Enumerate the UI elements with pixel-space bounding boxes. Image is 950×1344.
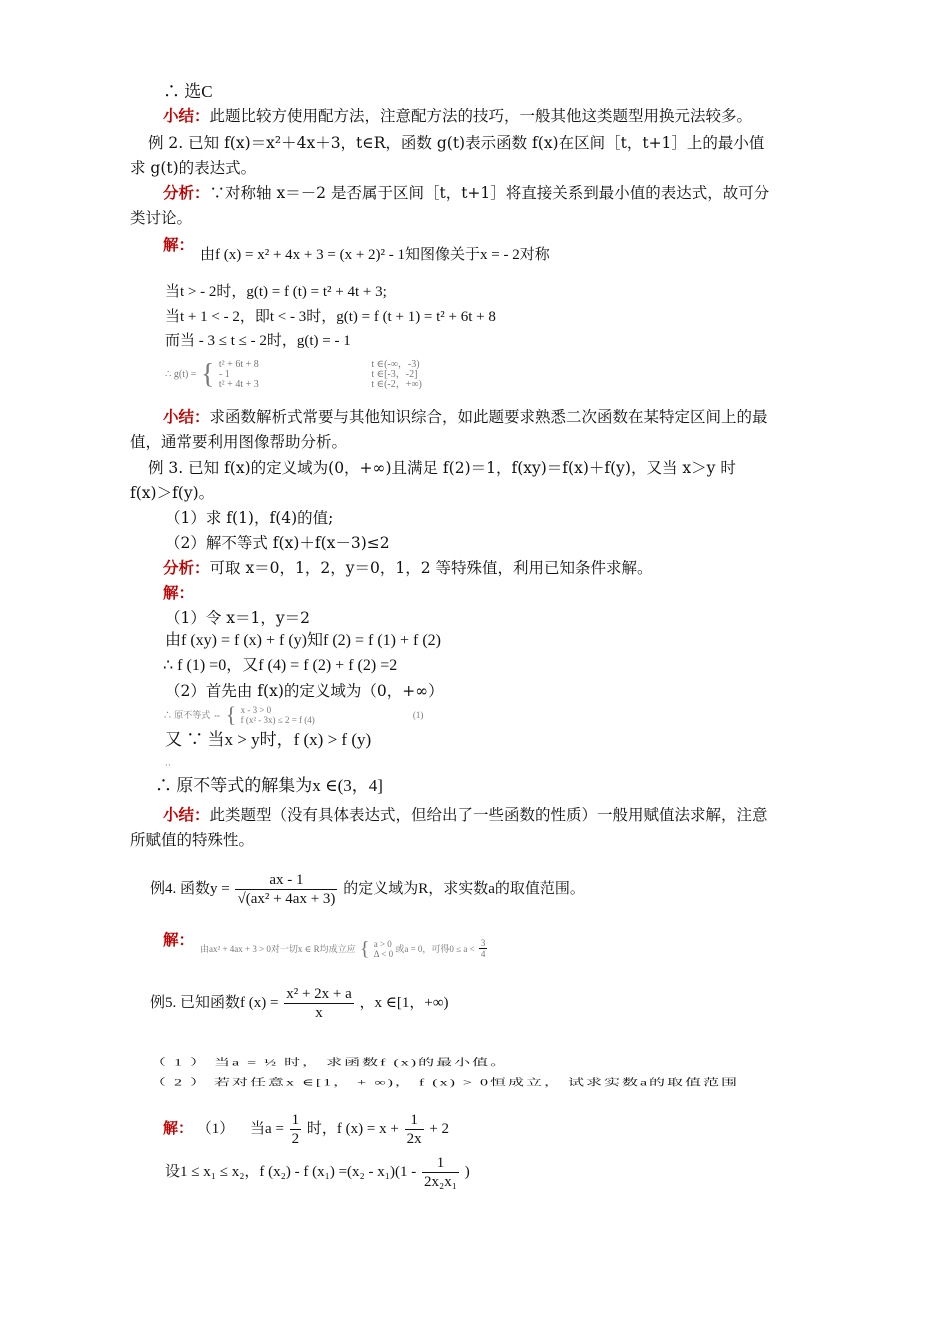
solution-3-system <box>163 704 423 726</box>
fraction-denominator: x <box>315 1005 323 1022</box>
example-5-part-1: （ 1 ） 当a = ½ 时， 求函数f (x)的最小值。 <box>150 1057 509 1068</box>
example-3-part-1: （1）求 f(1)，f(4)的值; <box>165 509 334 527</box>
conclusion-choose-c: ∴ 选C <box>163 82 213 101</box>
analysis-text: ∵对称轴 x＝－2 是否属于区间［t，t+1］将直接关系到最小值的表达式，故可分 <box>209 184 770 202</box>
solution-2-piecewise <box>165 360 422 390</box>
solution-4-fraction <box>479 938 488 959</box>
example-3-part-2: （2）解不等式 f(x)＋f(x－3)≤2 <box>165 534 390 552</box>
example-3-statement: 例 3. 已知 f(x)的定义域为(0，+∞)且满足 f(2)＝1，f(xy)＝f(x)＋f(y)，又当 x＞y 时 <box>148 459 736 477</box>
piecewise-range-1: t ∈(-∞，-3) <box>371 359 420 370</box>
analysis-label: 分析： <box>163 184 210 202</box>
example-4-fraction <box>235 871 337 908</box>
a-value-fraction <box>290 1111 302 1148</box>
fraction-denominator: 2x₂x₁ <box>424 1174 457 1191</box>
summary-label: 小结： <box>163 408 210 426</box>
piecewise-case-1: t² + 6t + 8 <box>218 359 259 370</box>
fraction-numerator: 1 <box>422 1154 459 1173</box>
solution-3-result: ∴ 原不等式的解集为x ∈(3，4] <box>155 776 383 795</box>
example-5-fraction <box>284 985 354 1022</box>
analysis-label: 分析： <box>163 559 210 577</box>
piecewise-lhs: ∴ g(t) = <box>165 369 197 380</box>
summary-label: 小结： <box>163 107 210 125</box>
fraction-numerator: 3 <box>480 938 486 948</box>
summary-1 <box>163 106 752 126</box>
solution-5-part-marker: （1） <box>196 1121 235 1137</box>
system-case-2: f (x² - 3x) ≤ 2 = f (4) <box>240 715 315 725</box>
solution-5-line-1 <box>163 1108 449 1149</box>
analysis-2-cont: 类讨论。 <box>130 209 193 227</box>
solution-4-line <box>200 938 489 959</box>
solution-5-cond-prefix: 当a = <box>250 1121 284 1137</box>
solution-2-case-1: 当t > - 2时，g(t) = f (t) = t² + 4t + 3; <box>165 284 387 300</box>
analysis-text: 可取 x＝0，1，2，y＝0，1，2 等特殊值，利用已知条件求解。 <box>209 559 653 577</box>
summary-text: 此题比较方使用配方法，注意配方法的技巧，一般其他这类题型用换元法较多。 <box>209 107 753 125</box>
fraction-numerator: 1 <box>405 1111 424 1130</box>
brace-symbol: { <box>200 359 215 390</box>
solution-3-step-1: （1）令 x＝1，y＝2 <box>165 609 311 627</box>
summary-text: 此类题型（没有具体表达式，但给出了一些函数的性质）一般用赋值法求解，注意 <box>209 806 768 824</box>
fraction-denominator: 2x <box>406 1131 422 1148</box>
fraction-numerator: 1 <box>291 1112 300 1129</box>
condition-2: Δ < 0 <box>373 948 394 959</box>
condition-1: a > 0 <box>373 938 392 949</box>
summary-2 <box>163 407 768 427</box>
solution-3-step-2: （2）首先由 f(x)的定义域为（0，+∞） <box>165 682 444 700</box>
solution-2-case-2: 当t + 1 < - 2，即t < - 3时，g(t) = f (t + 1) = t² + 6t + 8 <box>165 309 496 325</box>
system-case-1: x - 3 > 0 <box>240 705 272 715</box>
system-lhs: ∴ 原不等式 ⇔ <box>163 710 222 720</box>
example-4-suffix: 的定义域为R，求实数a的取值范围。 <box>343 881 585 897</box>
faint-mark: ·· <box>165 761 171 771</box>
fraction-numerator: x² + 2x + a <box>286 986 352 1003</box>
example-3-statement-cont: f(x)＞f(y)。 <box>130 484 215 502</box>
analysis-3 <box>163 558 653 578</box>
function-fraction <box>405 1111 424 1148</box>
brace-symbol: { <box>359 937 370 960</box>
example-2-statement-cont: 求 g(t)的表达式。 <box>130 159 257 177</box>
fraction-numerator: ax - 1 <box>235 871 337 890</box>
solution-2-case-3: 而当 - 3 ≤ t ≤ - 2时，g(t) = - 1 <box>165 333 351 349</box>
example-4-prefix: 例4. 函数y = <box>150 881 230 897</box>
solution-2-label <box>163 235 194 255</box>
solution-label: 解： <box>163 236 195 254</box>
solution-3-label <box>163 583 194 603</box>
summary-text: 求函数解析式常要与其他知识综合，如此题要求熟悉二次函数在某特定区间上的最 <box>209 408 768 426</box>
difference-fraction <box>422 1154 459 1191</box>
summary-3 <box>163 805 768 825</box>
example-5-prefix: 例5. 已知函数f (x) = <box>150 995 279 1011</box>
solution-4-label <box>163 930 194 950</box>
example-5-part-2: （ 2 ） 若对任意x ∈[1， + ∞)， f (x) > 0恒成立， 试求实数a的取值范围 <box>150 1077 740 1088</box>
solution-label: 解： <box>163 1119 194 1137</box>
example-5-statement <box>150 978 449 1028</box>
solution-3-eq-1: 由f (xy) = f (x) + f (y)知f (2) = f (1) + f (2) <box>165 632 442 649</box>
summary-label: 小结： <box>163 806 210 824</box>
piecewise-range-3: t ∈(-2，+∞) <box>371 379 422 390</box>
solution-3-eq-2: ∴ f (1) =0，又f (4) = f (2) + f (2) =2 <box>163 657 398 674</box>
fraction-denominator: 4 <box>480 949 486 959</box>
fraction-denominator: √(ax² + 4ax + 3) <box>237 891 336 908</box>
example-4-statement <box>150 864 585 914</box>
analysis-2 <box>163 183 769 203</box>
piecewise-case-3: t² + 4t + 3 <box>218 379 259 390</box>
example-5-suffix: ，x ∈[1，+∞) <box>359 995 449 1011</box>
difference-suffix: ) <box>464 1164 470 1180</box>
summary-2-cont: 值，通常要利用图像帮助分析。 <box>130 433 348 451</box>
fraction-denominator: 2 <box>291 1131 300 1148</box>
summary-3-cont: 所赋值的特殊性。 <box>130 831 255 849</box>
solution-4-suffix: 或a = 0，可得0 ≤ a < <box>395 943 475 954</box>
solution-4-prefix: 由ax² + 4ax + 3 > 0对一切x ∈ R均成立应 <box>200 943 356 954</box>
difference-prefix: 设1 ≤ x₁ ≤ x₂，f (x₂) - f (x₁) =(x₂ - x₁)(1 - <box>165 1164 417 1180</box>
piecewise-case-2: - 1 <box>218 369 230 380</box>
system-number: (1) <box>412 710 424 720</box>
solution-label: 解： <box>163 931 195 949</box>
solution-3-monotone: 又 ∵ 当x > y时，f (x) > f (y) <box>165 730 372 749</box>
piecewise-range-2: t ∈[-3，-2] <box>371 369 418 380</box>
solution-2-line-1: 由f (x) = x² + 4x + 3 = (x + 2)² - 1知图像关于x = - 2对称 <box>200 247 550 263</box>
solution-5-line-2 <box>165 1150 470 1194</box>
solution-label: 解： <box>163 584 195 602</box>
brace-symbol: { <box>225 702 237 727</box>
solution-5-function: 时，f (x) = x + <box>306 1121 399 1137</box>
solution-5-function-tail: + 2 <box>429 1121 450 1137</box>
example-2-statement: 例 2. 已知 f(x)＝x²＋4x＋3，t∈R，函数 g(t)表示函数 f(x)在区间［t，t+1］上的最小值 <box>148 134 765 152</box>
